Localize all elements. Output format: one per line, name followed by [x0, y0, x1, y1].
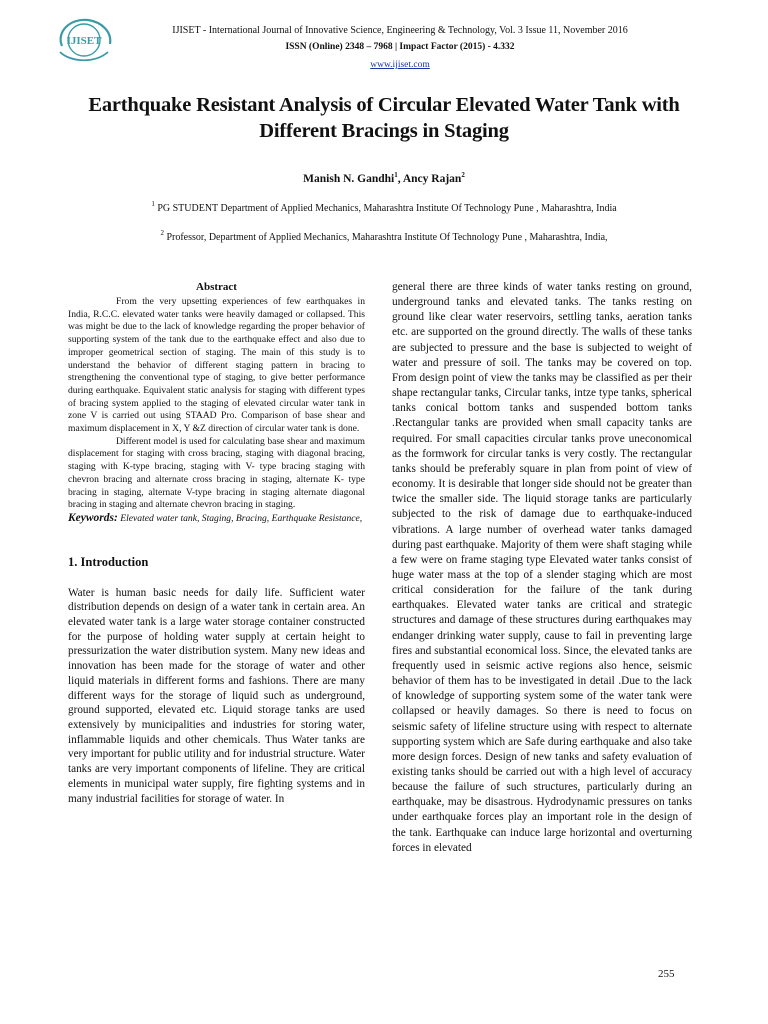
logo-text: IJISET — [66, 35, 102, 47]
left-column — [68, 280, 365, 806]
paper-title: Earthquake Resistant Analysis of Circular Elevated Water Tank with Different Bracings in Staging — [88, 94, 680, 142]
keywords — [68, 512, 365, 526]
affiliation-1 — [0, 202, 768, 215]
author-name: Manish N. Gandhi — [303, 173, 395, 185]
issn-line: ISSN (Online) 2348 – 7968 | Impact Factor (2015) - 4.332 — [285, 42, 515, 52]
affiliation-2 — [0, 231, 768, 244]
keywords-label: Keywords: — [68, 511, 118, 524]
journal-header — [120, 24, 680, 72]
author-mark: 1 — [394, 171, 398, 179]
keywords-text: Elevated water tank, Staging, Bracing, Earthquake Resistance, — [120, 512, 363, 524]
body-paragraph: Water is human basic needs for daily life. Sufficient water distribution depends on design of a water tank in certain area. An elevated water tank is a large water storage container constructed for the purpose of holding water supply at certain height to pressurization the water distribution system. Many new ideas and innovation has been made for the storage of water and other liquid materials in different forms and fashions. There are many different ways for the storage of liquid such as underground, ground supported, elevated etc. Liquid storage tanks are used extensively by municipalities and industries for storing water, inflammable liquids and other chemicals. Thus Water tanks are very important for public utility and for industrial structure. Water tanks are very important components of lifeline. They are critical elements in municipal water supply, fire fighting systems and in many industrial facilities for storage of water. In — [68, 586, 365, 805]
author-list — [0, 172, 768, 186]
affiliation-text: Professor, Department of Applied Mechanics, Maharashtra Institute Of Technology Pune , Maharashtra, India, — [166, 232, 608, 243]
journal-website-link[interactable]: www.ijiset.com — [370, 60, 430, 70]
body-paragraph: general there are three kinds of water tanks resting on ground, underground tanks and elevated tanks. The tanks resting on ground like clear water reservoirs, settling tanks, aeration tanks etc. are supported on the ground directly. The walls of these tanks are subjected to pressure and the base is subjected to weight of water and pressure of soil. The tanks may be covered on top. From design point of view the tanks may be classified as per their shape rectangular tanks, Circular tanks, intze type tanks, spherical tanks conical bottom tanks and suspended bottom tanks .Rectangular tanks are provided when small capacity tanks are required. For small capacities circular tanks prove uneconomical as the formwork for circular tanks is very costly. The rectangular tanks should be preferably square in plan from point of view of economy. It is desirable that longer side should not be greater than twice the smaller side. The liquid storage tanks are particularly subjected to the risk of damage due to earthquake-induced vibrations. A large number of overhead water tanks damaged during past earthquake. Majority of them were shaft staging while a few were on frame staging type Elevated water tanks consist of huge water mass at the top of a slender staging which are most critical consideration for the failure of the tank during earthquakes. Elevated water tanks are critical and strategic structures and damage of these structures during earthquakes may endanger drinking water supply, cause to fail in preventing large fires and substantial economical loss. Since, the elevated tanks are frequently used in seismic active regions also hence, seismic behavior of them has to be investigated in detail .Due to the lack of knowledge of supporting system some of the water tank were collapsed or heavily damages. So there is need to focus on seismic safety of lifeline structure using with respect to alternate supporting system which are Safe during earthquake and also take more design forces. Design of new tanks and safety evaluation of existing tanks should be carried out with a high level of accuracy because the failure of such structures, particularly during an earthquake, may be disastrous. Hydrodynamic pressures on tanks under earthquake forces play an important role in the design of the tank. Earthquake can induce large horizontal and overturning forces in elevated — [392, 281, 692, 854]
author-separator: , — [397, 173, 403, 185]
abstract-heading: Abstract — [196, 281, 237, 293]
section-heading-introduction: 1. Introduction — [68, 554, 149, 569]
abstract-paragraph: Different model is used for calculating base shear and maximum displacement for staging with cross bracing, staging with diagonal bracing, staging with K-type bracing, staging with V- type bracing staging with chevron bracing and alternate cross bracing in staging, alternate K- type bracing in staging, alternate V-type bracing in staging alternate diagonal bracing in staging and alternate chevron bracing in staging. — [68, 435, 365, 511]
right-column — [392, 280, 692, 856]
affiliation-mark: 1 — [151, 200, 155, 208]
affiliation-text: PG STUDENT Department of Applied Mechanics, Maharashtra Institute Of Technology Pune , Maharashtra, India — [157, 203, 617, 214]
page-number: 255 — [658, 968, 675, 980]
journal-logo — [52, 14, 116, 64]
ijiset-logo-icon — [52, 14, 116, 64]
journal-citation: IJISET - International Journal of Innovative Science, Engineering & Technology, Vol. 3 Issue 11, November 2016 — [172, 25, 628, 36]
affiliation-mark: 2 — [160, 229, 164, 237]
author-mark: 2 — [461, 171, 465, 179]
author-name: Ancy Rajan — [402, 173, 462, 185]
abstract-paragraph: From the very upsetting experiences of few earthquakes in India, R.C.C. elevated water tanks were heavily damaged or collapsed. This was might be due to the lack of knowledge regarding the proper behavior of supporting system of the tank due to the earthquake effect and also due to improper geometrical section of staging. The main of this study is to understand the behavior of different staging pattern in bracing to strengthening the conventional type of staging, to give better performance during earthquake. Equivalent static analysis for staging with different types of bracing system applied to the staging of elevated circular water tank in zone V is carried out using STAAD Pro. Comparison of base shear and maximum displacement in X, Y &Z direction of circular water tank is done. — [68, 296, 365, 435]
